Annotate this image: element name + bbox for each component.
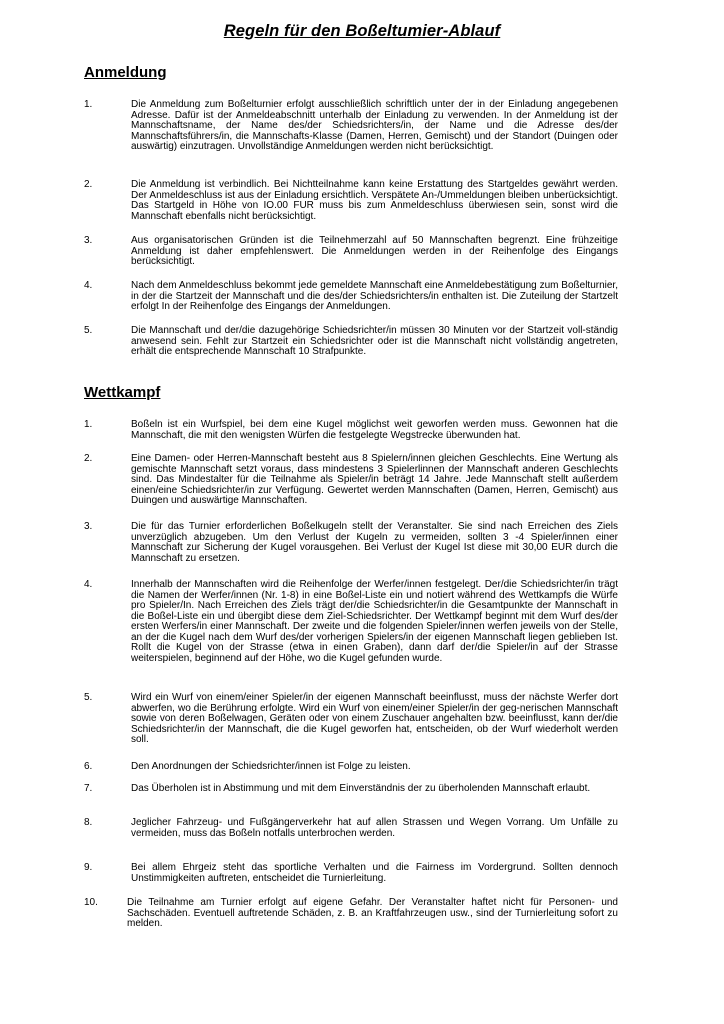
rule-text: Den Anordnungen der Schiedsrichter/innen ist Folge zu leisten. xyxy=(131,761,411,772)
rule-item xyxy=(84,580,618,664)
rule-item xyxy=(84,420,618,441)
rule-item xyxy=(84,236,618,268)
section-heading-wettkampf: Wettkampf xyxy=(84,384,161,401)
rule-text: Die Teilnahme am Turnier erfolgt auf eigene Gefahr. Der Veranstalter haftet nicht für Personen- und Sachschäden. Eventuell auftretende Schäden, z. B. an Kraftfahrzeugen usw., sind der Turnierleitung sofort zu melden. xyxy=(127,897,618,929)
rule-number: 3. xyxy=(84,521,93,532)
rule-number: 9. xyxy=(84,862,93,873)
rule-item xyxy=(84,898,618,930)
document-title: Regeln für den Boßeltumier-Ablauf xyxy=(223,22,501,40)
rule-number: 4. xyxy=(84,579,93,590)
rule-item xyxy=(84,326,618,358)
rule-item xyxy=(84,180,618,222)
rule-item xyxy=(84,818,618,839)
rule-text: Aus organisatorischen Gründen ist die Teilnehmerzahl auf 50 Mannschaften begrenzt. Eine frühzeitige Anmeldung ist daher empfehlenswert. Die Anmeldungen werden in der Reihenfolge des Eingangs berücksichtigt. xyxy=(131,235,618,267)
rule-number: 8. xyxy=(84,817,93,828)
rule-item xyxy=(84,863,618,884)
rule-text: Jeglicher Fahrzeug- und Fußgängerverkehr hat auf allen Strassen und Wegen Vorrang. Um Unfälle zu vermeiden, muss das Boßeln notfalls unterbrochen werden. xyxy=(131,817,618,839)
rule-number: 1. xyxy=(84,99,93,110)
rule-number: 2. xyxy=(84,179,93,190)
rule-number: 3. xyxy=(84,235,93,246)
rule-number: 5. xyxy=(84,692,93,703)
rule-text: Nach dem Anmeldeschluss bekommt jede gemeldete Mannschaft eine Anmeldebestätigung zum Boßelturnier, in der die Startzeit der Mannschaft und die des/der Schiedsrichters/in enthalten ist. Die Zuteilung der Startzelt erfolgt In der Reihenfolge des Eingangs der Anmeldungen. xyxy=(131,280,618,312)
rule-number: 4. xyxy=(84,280,93,291)
rule-text: Bei allem Ehrgeiz steht das sportliche Verhalten und die Fairness im Vordergrund. Sollten dennoch Unstimmigkeiten auftreten, entscheidet die Turnierleitung. xyxy=(131,862,618,884)
rule-item xyxy=(84,693,618,746)
rule-number: 5. xyxy=(84,325,93,336)
rule-text: Innerhalb der Mannschaften wird die Reihenfolge der Werfer/innen festgelegt. Der/die Schiedsrichter/in trägt die Namen der Werfer/innen (Nr. 1-8) in eine Boßel-Liste ein und notiert während des Wettkampfs die Würfe pro Spieler/In. Nach Erreichen des Ziels trägt der/die Schiedsrichter/in die Gesamtpunkte der Mannschaft in die Boßel-Liste ein und übergibt diese dem Ziel-Schiedsrichter. Der Wettkampf beginnt mit dem Wurf des/der ersten Werfers/in einer Mannschaft. Der zweite und die folgenden Spieler/innen werfen jeweils von der Stelle, an der die Kugel nach dem Wurf des/der vorherigen Spielers/in der eigenen Mannschaft liegen geblieben Ist. Rollt die Kugel von der Strasse (etwa in einen Graben), dann darf der/die Spieler/in auf der Strasse weiterspielen, beginnend auf der Höhe, wo die Kugel gefunden wurde. xyxy=(131,579,618,664)
rule-item xyxy=(84,454,618,507)
rule-text: Die für das Turnier erforderlichen Boßelkugeln stellt der Veranstalter. Sie sind nach Erreichen des Ziels unverzüglich abzugeben. Um den Verlust der Kugeln zu vermeiden, sollten 3 -4 Spieler/innen einer Mannschaft zur Sicherung der Kugel vorausgehen. Bei Verlust der Kugel Ist diese mit 30,00 EUR durch die Mannschaft zu ersetzen. xyxy=(131,521,618,564)
rule-text: Die Anmeldung zum Boßelturnier erfolgt ausschließlich schriftlich unter der in der Einladung angegebenen Adresse. Dafür ist der Anmeldeabschnitt unterhalb der Einladung zu verwenden. In der Anmeldung ist der Mannschaftsname, der Name des/der Schiedsrichters/in, der Name und die Adresse des/der Mannschaftsführers/in, die Mannschafts-Klasse (Damen, Herren, Gemischt) und der Standort (Duingen oder auswärtig) einzutragen. Unvollständige Anmeldungen werden nicht berücksichtigt. xyxy=(131,99,618,152)
rule-text: Das Überholen ist in Abstimmung und mit dem Einverständnis der zu überholenden Mannschaft erlaubt. xyxy=(131,783,591,794)
rule-item xyxy=(84,784,618,795)
rule-number: 2. xyxy=(84,453,93,464)
rule-item xyxy=(84,522,618,564)
rule-text: Boßeln ist ein Wurfspiel, bei dem eine Kugel möglichst weit geworfen werden muss. Gewonnen hat die Mannschaft, die mit den wenigsten Würfen die festgelegte Wegstrecke überwunden hat. xyxy=(131,419,618,441)
rule-number: 1. xyxy=(84,419,93,430)
rule-text: Die Mannschaft und der/die dazugehörige Schiedsrichter/in müssen 30 Minuten vor der Startzeit voll-ständig anwesend sein. Fehlt zur Startzeit ein Schiedsrichter oder ist die Mannschaft nicht vollständig angetreten, erhält die entsprechende Mannschaft 10 Strafpunkte. xyxy=(131,325,618,357)
rule-number: 6. xyxy=(84,761,93,772)
rule-text: Die Anmeldung ist verbindlich. Bei Nichtteilnahme kann keine Erstattung des Startgeldes gewährt werden. Der Anmeldeschluss ist aus der Einladung ersichtlich. Verspätete An-/Ummeldungen bleiben unberücksichtigt. Das Startgeld in Höhe von IO.00 FUR muss bis zum Anmeldeschluss überwiesen sein, sonst wird die Mannschaft ebenfalls nicht berücksichtigt. xyxy=(131,179,618,222)
rule-item xyxy=(84,281,618,313)
rule-item xyxy=(84,762,618,773)
rule-item xyxy=(84,100,618,153)
rule-number: 7. xyxy=(84,783,93,794)
section-heading-anmeldung: Anmeldung xyxy=(84,64,167,81)
rule-number: 10. xyxy=(84,897,98,908)
rule-text: Eine Damen- oder Herren-Mannschaft besteht aus 8 Spielern/innen gleichen Geschlechts. Eine Wertung als gemischte Mannschaft setzt voraus, dass mindestens 3 Spielerlinnen der Mannschaft anderen Geschlechts sind. Das Mindestalter für die Teilnahme als Spieler/in beträgt 14 Jahre. Jede Mannschaft stellt außerdem einen/eine Schiedsrichter/in zur Verfügung. Gewertet werden Mannschaften (Damen, Herren, Gemischt) aus Duingen und auswärtige Mannschaften. xyxy=(131,453,618,506)
rule-text: Wird ein Wurf von einem/einer Spieler/in der eigenen Mannschaft beeinflusst, muss der nächste Werfer dort abwerfen, wo die Berührung erfolgte. Wird ein Wurf von einem/einer Spieler/in der geg-nerischen Mannschaft sowie von deren Boßelwagen, Geräten oder von einem Zuschauer angehalten bzw. beeinflusst, kann der/die Schiedsrichter/in der Mannschaft, die die Kugel geworfen hat, entscheiden, ob der Wurf wiederholt werden soll. xyxy=(131,692,618,745)
